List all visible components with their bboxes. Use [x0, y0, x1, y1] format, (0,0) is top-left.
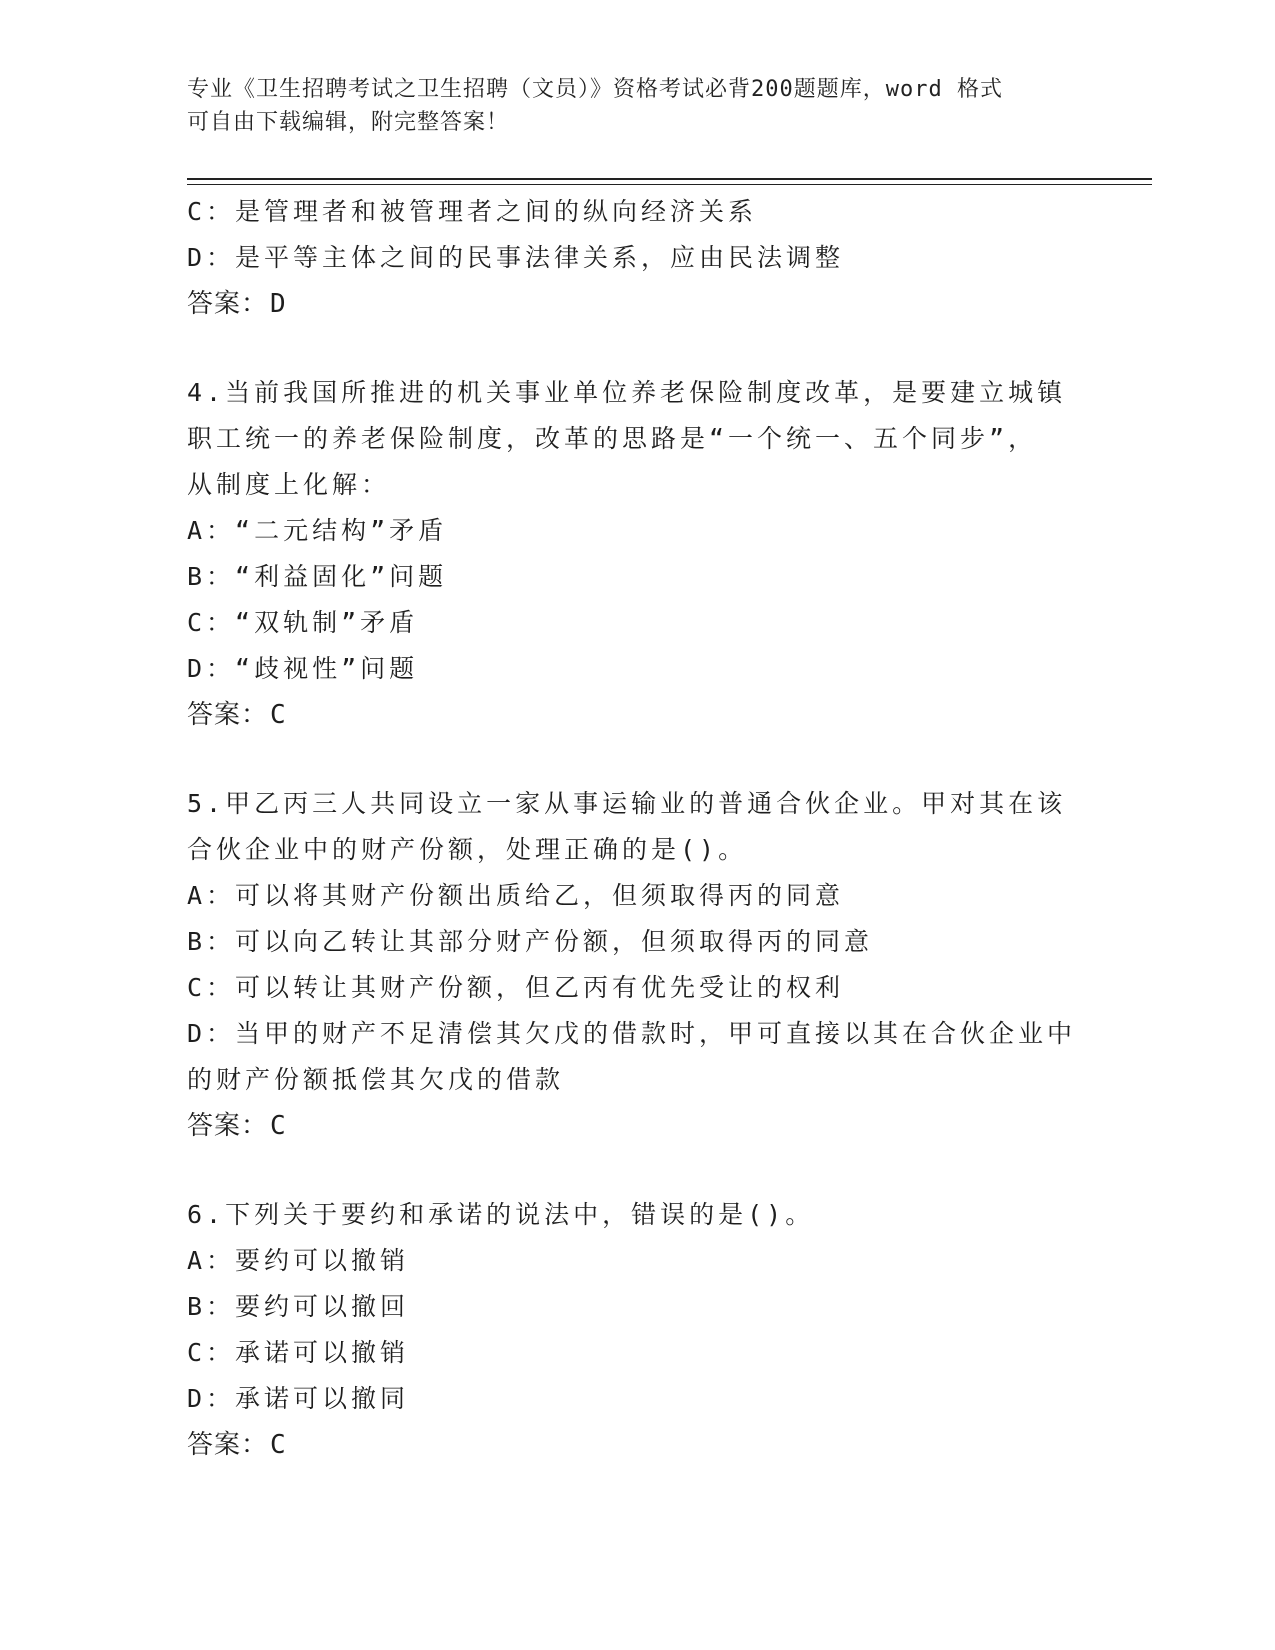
question-stem: 职工统一的养老保险制度，改革的思路是“一个统一、五个同步”， — [187, 424, 1038, 453]
answer-value: D — [270, 289, 287, 319]
option-d: D：当甲的财产不足清偿其欠戊的借款时，甲可直接以其在合伙企业中 — [187, 1019, 1077, 1048]
option-c: C：承诺可以撤销 — [187, 1338, 410, 1367]
option-c: C：可以转让其财产份额，但乙丙有优先受让的权利 — [187, 973, 845, 1002]
option-a: A：要约可以撤销 — [187, 1246, 410, 1275]
header-rule-thick — [187, 178, 1152, 180]
answer-line — [187, 692, 1087, 738]
question-gap — [187, 327, 1087, 370]
header-rule-thin — [187, 184, 1152, 185]
option-d: D：“歧视性”问题 — [187, 654, 419, 683]
question-stem: 4.当前我国所推进的机关事业单位养老保险制度改革，是要建立城镇 — [187, 378, 1067, 407]
option-a: A：“二元结构”矛盾 — [187, 516, 448, 545]
answer-label: 答案： — [187, 1111, 269, 1141]
option-b: B：可以向乙转让其部分财产份额，但须取得丙的同意 — [187, 927, 874, 956]
question-5 — [187, 781, 1087, 1149]
option-b: B：要约可以撤回 — [187, 1292, 410, 1321]
header-title-line: 专业《卫生招聘考试之卫生招聘（文员）》资格考试必背200题题库，word 格式 — [187, 77, 1003, 102]
question-stem: 从制度上化解： — [187, 470, 391, 499]
question-list — [187, 189, 1087, 1468]
question-4 — [187, 370, 1087, 738]
header-subtitle-line: 可自由下载编辑，附完整答案！ — [187, 110, 510, 135]
option-c: C：是管理者和被管理者之间的纵向经济关系 — [187, 197, 758, 226]
answer-value: C — [270, 700, 287, 730]
document-header — [187, 73, 1087, 139]
question-stem: 6.下列关于要约和承诺的说法中，错误的是()。 — [187, 1200, 815, 1229]
answer-line — [187, 1103, 1087, 1149]
answer-line — [187, 281, 1087, 327]
answer-value: C — [270, 1430, 287, 1460]
answer-label: 答案： — [187, 1430, 269, 1460]
question-3 — [187, 189, 1087, 327]
question-gap — [187, 1149, 1087, 1192]
answer-label: 答案： — [187, 700, 269, 730]
question-gap — [187, 738, 1087, 781]
answer-value: C — [270, 1111, 287, 1141]
question-stem: 5.甲乙丙三人共同设立一家从事运输业的普通合伙企业。甲对其在该 — [187, 789, 1067, 818]
question-stem: 合伙企业中的财产份额，处理正确的是()。 — [187, 835, 748, 864]
option-c: C：“双轨制”矛盾 — [187, 608, 419, 637]
option-d: D：承诺可以撤同 — [187, 1384, 410, 1413]
option-b: B：“利益固化”问题 — [187, 562, 448, 591]
answer-line — [187, 1422, 1087, 1468]
question-6 — [187, 1192, 1087, 1468]
option-a: A：可以将其财产份额出质给乙，但须取得丙的同意 — [187, 881, 845, 910]
answer-label: 答案： — [187, 289, 269, 319]
option-d: D：是平等主体之间的民事法律关系，应由民法调整 — [187, 243, 845, 272]
option-d-continued: 的财产份额抵偿其欠戊的借款 — [187, 1065, 565, 1094]
